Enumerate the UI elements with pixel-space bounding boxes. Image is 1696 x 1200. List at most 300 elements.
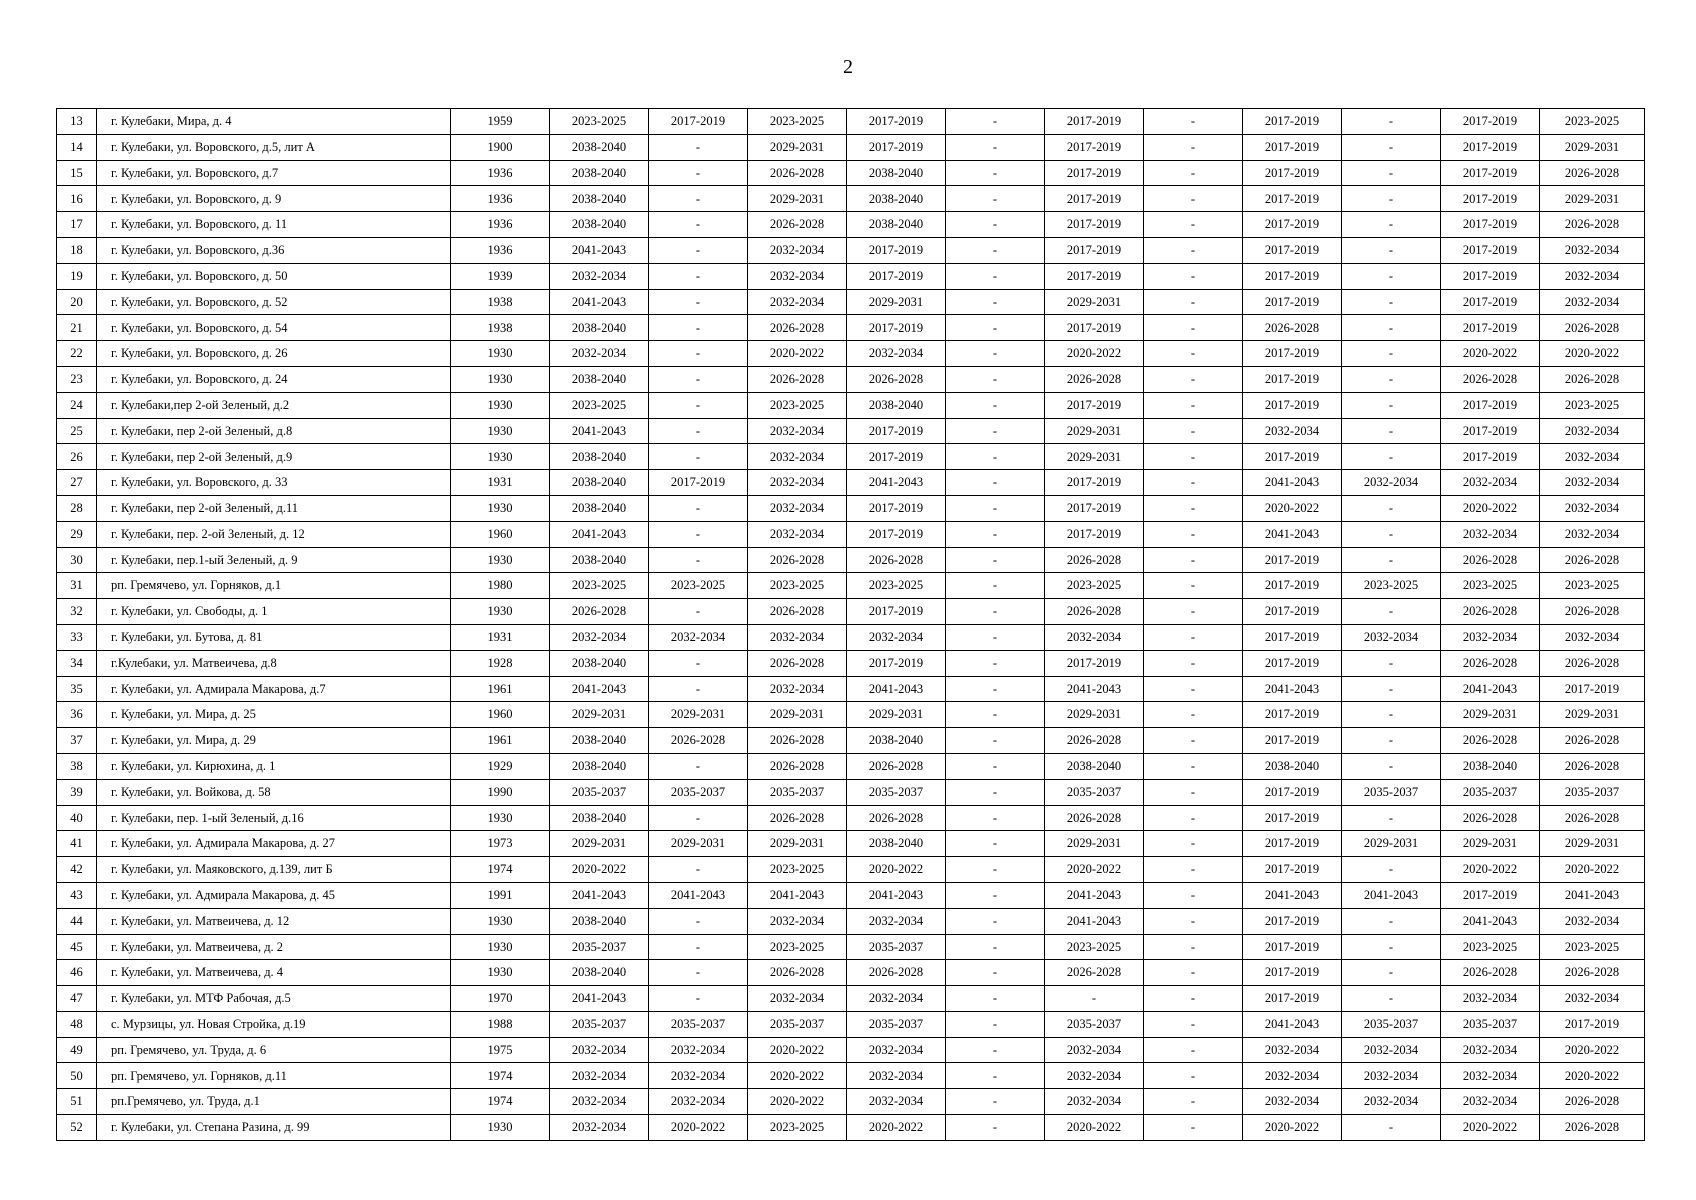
- table-row: [57, 495, 1645, 521]
- period-cell-6: 2017-2019: [1045, 237, 1144, 263]
- period-cell-7: -: [1144, 134, 1243, 160]
- period-cell-8: 2017-2019: [1243, 986, 1342, 1012]
- period-cell-11: 2026-2028: [1540, 1115, 1645, 1141]
- period-cell-3: 2026-2028: [748, 753, 847, 779]
- period-cell-11: 2026-2028: [1540, 728, 1645, 754]
- period-cell-4: 2032-2034: [847, 624, 946, 650]
- period-cell-10: 2032-2034: [1441, 986, 1540, 1012]
- period-cell-9: -: [1342, 908, 1441, 934]
- period-cell-4: 2035-2037: [847, 779, 946, 805]
- address-cell: г. Кулебаки, ул. МТФ Рабочая, д.5: [97, 986, 451, 1012]
- period-cell-11: 2020-2022: [1540, 857, 1645, 883]
- period-cell-7: -: [1144, 1089, 1243, 1115]
- period-cell-1: 2041-2043: [550, 882, 649, 908]
- year-built-cell: 1980: [451, 573, 550, 599]
- period-cell-1: 2038-2040: [550, 366, 649, 392]
- table-body: [57, 109, 1645, 1141]
- period-cell-6: 2020-2022: [1045, 857, 1144, 883]
- period-cell-5: -: [946, 857, 1045, 883]
- period-cell-8: 2038-2040: [1243, 753, 1342, 779]
- period-cell-9: -: [1342, 315, 1441, 341]
- period-cell-9: -: [1342, 109, 1441, 135]
- period-cell-1: 2029-2031: [550, 702, 649, 728]
- period-cell-10: 2032-2034: [1441, 1089, 1540, 1115]
- period-cell-11: 2032-2034: [1540, 444, 1645, 470]
- period-cell-9: -: [1342, 392, 1441, 418]
- period-cell-4: 2017-2019: [847, 444, 946, 470]
- period-cell-1: 2029-2031: [550, 831, 649, 857]
- period-cell-6: 2023-2025: [1045, 934, 1144, 960]
- period-cell-6: 2017-2019: [1045, 470, 1144, 496]
- period-cell-4: 2029-2031: [847, 289, 946, 315]
- address-cell: г. Кулебаки, ул. Адмирала Макарова, д. 27: [97, 831, 451, 857]
- address-cell: г. Кулебаки, ул. Воровского, д. 24: [97, 366, 451, 392]
- period-cell-2: -: [649, 418, 748, 444]
- period-cell-8: 2041-2043: [1243, 470, 1342, 496]
- row-number-cell: 50: [57, 1063, 97, 1089]
- table-row: [57, 857, 1645, 883]
- period-cell-2: 2026-2028: [649, 728, 748, 754]
- period-cell-5: -: [946, 960, 1045, 986]
- period-cell-9: 2032-2034: [1342, 1037, 1441, 1063]
- period-cell-2: -: [649, 676, 748, 702]
- period-cell-6: 2026-2028: [1045, 366, 1144, 392]
- period-cell-9: -: [1342, 495, 1441, 521]
- period-cell-10: 2026-2028: [1441, 366, 1540, 392]
- period-cell-10: 2026-2028: [1441, 599, 1540, 625]
- period-cell-8: 2017-2019: [1243, 289, 1342, 315]
- period-cell-3: 2032-2034: [748, 676, 847, 702]
- period-cell-2: -: [649, 444, 748, 470]
- period-cell-9: -: [1342, 263, 1441, 289]
- period-cell-8: 2017-2019: [1243, 160, 1342, 186]
- period-cell-4: 2017-2019: [847, 650, 946, 676]
- period-cell-6: 2035-2037: [1045, 1011, 1144, 1037]
- year-built-cell: 1975: [451, 1037, 550, 1063]
- period-cell-5: -: [946, 341, 1045, 367]
- period-cell-6: 2020-2022: [1045, 341, 1144, 367]
- period-cell-5: -: [946, 599, 1045, 625]
- row-number-cell: 38: [57, 753, 97, 779]
- period-cell-6: 2017-2019: [1045, 186, 1144, 212]
- period-cell-3: 2023-2025: [748, 392, 847, 418]
- table-row: [57, 237, 1645, 263]
- period-cell-9: -: [1342, 444, 1441, 470]
- period-cell-5: -: [946, 521, 1045, 547]
- period-cell-4: 2041-2043: [847, 676, 946, 702]
- period-cell-2: 2041-2043: [649, 882, 748, 908]
- row-number-cell: 41: [57, 831, 97, 857]
- period-cell-11: 2026-2028: [1540, 960, 1645, 986]
- period-cell-3: 2026-2028: [748, 805, 847, 831]
- year-built-cell: 1930: [451, 908, 550, 934]
- period-cell-10: 2023-2025: [1441, 573, 1540, 599]
- period-cell-9: -: [1342, 960, 1441, 986]
- period-cell-4: 2017-2019: [847, 134, 946, 160]
- schedule-table: [56, 108, 1645, 1141]
- period-cell-3: 2029-2031: [748, 186, 847, 212]
- period-cell-2: -: [649, 521, 748, 547]
- year-built-cell: 1939: [451, 263, 550, 289]
- period-cell-11: 2026-2028: [1540, 599, 1645, 625]
- period-cell-6: 2017-2019: [1045, 134, 1144, 160]
- period-cell-4: 2017-2019: [847, 237, 946, 263]
- period-cell-8: 2017-2019: [1243, 908, 1342, 934]
- period-cell-4: 2023-2025: [847, 573, 946, 599]
- period-cell-4: 2032-2034: [847, 908, 946, 934]
- address-cell: рп. Гремячево, ул. Труда, д. 6: [97, 1037, 451, 1063]
- period-cell-1: 2038-2040: [550, 315, 649, 341]
- period-cell-3: 2032-2034: [748, 908, 847, 934]
- row-number-cell: 30: [57, 547, 97, 573]
- period-cell-9: 2032-2034: [1342, 624, 1441, 650]
- address-cell: г. Кулебаки, ул. Воровского, д. 11: [97, 212, 451, 238]
- period-cell-7: -: [1144, 908, 1243, 934]
- period-cell-5: -: [946, 831, 1045, 857]
- period-cell-1: 2038-2040: [550, 134, 649, 160]
- table-row: [57, 444, 1645, 470]
- row-number-cell: 49: [57, 1037, 97, 1063]
- period-cell-8: 2017-2019: [1243, 109, 1342, 135]
- period-cell-9: 2035-2037: [1342, 1011, 1441, 1037]
- period-cell-7: -: [1144, 728, 1243, 754]
- period-cell-6: 2017-2019: [1045, 109, 1144, 135]
- period-cell-5: -: [946, 212, 1045, 238]
- table-row: [57, 341, 1645, 367]
- year-built-cell: 1930: [451, 960, 550, 986]
- period-cell-2: 2017-2019: [649, 470, 748, 496]
- period-cell-4: 2038-2040: [847, 728, 946, 754]
- period-cell-7: -: [1144, 779, 1243, 805]
- page-number: 2: [843, 56, 853, 78]
- period-cell-7: -: [1144, 392, 1243, 418]
- period-cell-1: 2041-2043: [550, 289, 649, 315]
- period-cell-3: 2032-2034: [748, 418, 847, 444]
- period-cell-8: 2017-2019: [1243, 237, 1342, 263]
- period-cell-1: 2038-2040: [550, 908, 649, 934]
- period-cell-9: -: [1342, 547, 1441, 573]
- period-cell-3: 2026-2028: [748, 728, 847, 754]
- period-cell-8: 2020-2022: [1243, 495, 1342, 521]
- period-cell-7: -: [1144, 366, 1243, 392]
- table-row: [57, 960, 1645, 986]
- table-row: [57, 624, 1645, 650]
- period-cell-8: 2017-2019: [1243, 650, 1342, 676]
- period-cell-9: -: [1342, 728, 1441, 754]
- address-cell: г. Кулебаки, пер. 2-ой Зеленый, д. 12: [97, 521, 451, 547]
- period-cell-5: -: [946, 624, 1045, 650]
- period-cell-2: 2029-2031: [649, 831, 748, 857]
- period-cell-11: 2023-2025: [1540, 109, 1645, 135]
- row-number-cell: 44: [57, 908, 97, 934]
- period-cell-3: 2041-2043: [748, 882, 847, 908]
- year-built-cell: 1974: [451, 857, 550, 883]
- period-cell-9: -: [1342, 676, 1441, 702]
- period-cell-3: 2032-2034: [748, 521, 847, 547]
- year-built-cell: 1938: [451, 289, 550, 315]
- address-cell: г. Кулебаки, пер.1-ый Зеленый, д. 9: [97, 547, 451, 573]
- period-cell-4: 2038-2040: [847, 392, 946, 418]
- period-cell-2: 2017-2019: [649, 109, 748, 135]
- row-number-cell: 35: [57, 676, 97, 702]
- period-cell-11: 2020-2022: [1540, 1037, 1645, 1063]
- address-cell: г. Кулебаки, ул. Воровского, д. 26: [97, 341, 451, 367]
- address-cell: г. Кулебаки, пер 2-ой Зеленый, д.9: [97, 444, 451, 470]
- period-cell-8: 2017-2019: [1243, 934, 1342, 960]
- period-cell-5: -: [946, 470, 1045, 496]
- period-cell-6: 2035-2037: [1045, 779, 1144, 805]
- address-cell: г. Кулебаки, ул. Воровского, д. 33: [97, 470, 451, 496]
- period-cell-10: 2029-2031: [1441, 831, 1540, 857]
- table-row: [57, 1115, 1645, 1141]
- period-cell-9: -: [1342, 934, 1441, 960]
- period-cell-4: 2038-2040: [847, 831, 946, 857]
- period-cell-6: 2041-2043: [1045, 882, 1144, 908]
- address-cell: г.Кулебаки, ул. Матвеичева, д.8: [97, 650, 451, 676]
- period-cell-8: 2017-2019: [1243, 805, 1342, 831]
- period-cell-8: 2041-2043: [1243, 521, 1342, 547]
- period-cell-2: -: [649, 934, 748, 960]
- period-cell-2: -: [649, 289, 748, 315]
- period-cell-10: 2032-2034: [1441, 624, 1540, 650]
- period-cell-8: 2017-2019: [1243, 573, 1342, 599]
- year-built-cell: 1930: [451, 934, 550, 960]
- period-cell-4: 2038-2040: [847, 212, 946, 238]
- period-cell-9: 2029-2031: [1342, 831, 1441, 857]
- address-cell: г. Кулебаки, пер. 1-ый Зеленый, д.16: [97, 805, 451, 831]
- period-cell-2: -: [649, 341, 748, 367]
- year-built-cell: 1936: [451, 186, 550, 212]
- year-built-cell: 1929: [451, 753, 550, 779]
- address-cell: г. Кулебаки, Мира, д. 4: [97, 109, 451, 135]
- period-cell-3: 2026-2028: [748, 650, 847, 676]
- period-cell-2: -: [649, 986, 748, 1012]
- period-cell-4: 2017-2019: [847, 263, 946, 289]
- period-cell-6: 2023-2025: [1045, 573, 1144, 599]
- period-cell-10: 2020-2022: [1441, 1115, 1540, 1141]
- period-cell-9: -: [1342, 186, 1441, 212]
- period-cell-1: 2041-2043: [550, 521, 649, 547]
- period-cell-10: 2017-2019: [1441, 418, 1540, 444]
- period-cell-4: 2032-2034: [847, 1063, 946, 1089]
- period-cell-1: 2038-2040: [550, 650, 649, 676]
- period-cell-11: 2032-2034: [1540, 289, 1645, 315]
- period-cell-6: 2029-2031: [1045, 418, 1144, 444]
- table-row: [57, 547, 1645, 573]
- period-cell-11: 2029-2031: [1540, 702, 1645, 728]
- period-cell-3: 2029-2031: [748, 831, 847, 857]
- period-cell-11: 2032-2034: [1540, 495, 1645, 521]
- year-built-cell: 1930: [451, 366, 550, 392]
- period-cell-11: 2023-2025: [1540, 573, 1645, 599]
- period-cell-6: 2017-2019: [1045, 263, 1144, 289]
- row-number-cell: 42: [57, 857, 97, 883]
- period-cell-5: -: [946, 676, 1045, 702]
- period-cell-11: 2026-2028: [1540, 212, 1645, 238]
- period-cell-11: 2017-2019: [1540, 676, 1645, 702]
- period-cell-10: 2017-2019: [1441, 882, 1540, 908]
- table-row: [57, 289, 1645, 315]
- period-cell-2: -: [649, 212, 748, 238]
- period-cell-10: 2017-2019: [1441, 212, 1540, 238]
- address-cell: г. Кулебаки, ул. Маяковского, д.139, лит Б: [97, 857, 451, 883]
- period-cell-9: -: [1342, 599, 1441, 625]
- period-cell-11: 2032-2034: [1540, 521, 1645, 547]
- period-cell-10: 2026-2028: [1441, 960, 1540, 986]
- address-cell: г. Кулебаки, ул. Адмирала Макарова, д. 45: [97, 882, 451, 908]
- period-cell-8: 2017-2019: [1243, 341, 1342, 367]
- period-cell-5: -: [946, 366, 1045, 392]
- period-cell-7: -: [1144, 289, 1243, 315]
- period-cell-2: -: [649, 160, 748, 186]
- period-cell-11: 2041-2043: [1540, 882, 1645, 908]
- period-cell-7: -: [1144, 702, 1243, 728]
- period-cell-3: 2035-2037: [748, 779, 847, 805]
- period-cell-1: 2038-2040: [550, 805, 649, 831]
- period-cell-9: 2041-2043: [1342, 882, 1441, 908]
- period-cell-10: 2035-2037: [1441, 1011, 1540, 1037]
- period-cell-8: 2032-2034: [1243, 1037, 1342, 1063]
- table-row: [57, 831, 1645, 857]
- period-cell-1: 2038-2040: [550, 547, 649, 573]
- year-built-cell: 1936: [451, 212, 550, 238]
- period-cell-8: 2020-2022: [1243, 1115, 1342, 1141]
- address-cell: г. Кулебаки,пер 2-ой Зеленый, д.2: [97, 392, 451, 418]
- address-cell: г. Кулебаки, ул. Матвеичева, д. 12: [97, 908, 451, 934]
- period-cell-11: 2035-2037: [1540, 779, 1645, 805]
- period-cell-6: 2032-2034: [1045, 624, 1144, 650]
- year-built-cell: 1960: [451, 521, 550, 547]
- period-cell-1: 2038-2040: [550, 212, 649, 238]
- period-cell-9: -: [1342, 650, 1441, 676]
- address-cell: г. Кулебаки, ул. Воровского, д. 50: [97, 263, 451, 289]
- period-cell-1: 2038-2040: [550, 186, 649, 212]
- period-cell-10: 2029-2031: [1441, 702, 1540, 728]
- period-cell-10: 2023-2025: [1441, 934, 1540, 960]
- period-cell-7: -: [1144, 882, 1243, 908]
- period-cell-2: -: [649, 857, 748, 883]
- year-built-cell: 1936: [451, 237, 550, 263]
- year-built-cell: 1900: [451, 134, 550, 160]
- period-cell-4: 2017-2019: [847, 109, 946, 135]
- period-cell-2: -: [649, 315, 748, 341]
- row-number-cell: 19: [57, 263, 97, 289]
- period-cell-3: 2026-2028: [748, 960, 847, 986]
- period-cell-5: -: [946, 908, 1045, 934]
- period-cell-6: 2041-2043: [1045, 908, 1144, 934]
- row-number-cell: 23: [57, 366, 97, 392]
- period-cell-7: -: [1144, 1037, 1243, 1063]
- period-cell-4: 2026-2028: [847, 805, 946, 831]
- period-cell-6: 2017-2019: [1045, 392, 1144, 418]
- period-cell-10: 2017-2019: [1441, 109, 1540, 135]
- period-cell-10: 2020-2022: [1441, 857, 1540, 883]
- period-cell-3: 2020-2022: [748, 1063, 847, 1089]
- period-cell-1: 2035-2037: [550, 1011, 649, 1037]
- row-number-cell: 33: [57, 624, 97, 650]
- period-cell-10: 2017-2019: [1441, 186, 1540, 212]
- period-cell-4: 2041-2043: [847, 882, 946, 908]
- period-cell-10: 2017-2019: [1441, 160, 1540, 186]
- period-cell-5: -: [946, 573, 1045, 599]
- period-cell-11: 2032-2034: [1540, 986, 1645, 1012]
- period-cell-11: 2026-2028: [1540, 650, 1645, 676]
- period-cell-7: -: [1144, 753, 1243, 779]
- period-cell-9: -: [1342, 366, 1441, 392]
- table-row: [57, 934, 1645, 960]
- year-built-cell: 1959: [451, 109, 550, 135]
- year-built-cell: 1931: [451, 624, 550, 650]
- address-cell: рп.Гремячево, ул. Труда, д.1: [97, 1089, 451, 1115]
- period-cell-5: -: [946, 134, 1045, 160]
- period-cell-3: 2032-2034: [748, 263, 847, 289]
- table-row: [57, 418, 1645, 444]
- period-cell-6: 2041-2043: [1045, 676, 1144, 702]
- period-cell-8: 2032-2034: [1243, 1089, 1342, 1115]
- period-cell-10: 2017-2019: [1441, 392, 1540, 418]
- period-cell-2: 2032-2034: [649, 624, 748, 650]
- period-cell-11: 2023-2025: [1540, 392, 1645, 418]
- period-cell-11: 2032-2034: [1540, 263, 1645, 289]
- table-row: [57, 573, 1645, 599]
- address-cell: г. Кулебаки, ул. Мира, д. 25: [97, 702, 451, 728]
- year-built-cell: 1938: [451, 315, 550, 341]
- year-built-cell: 1930: [451, 392, 550, 418]
- period-cell-2: -: [649, 392, 748, 418]
- period-cell-6: 2032-2034: [1045, 1063, 1144, 1089]
- period-cell-11: 2026-2028: [1540, 160, 1645, 186]
- period-cell-3: 2029-2031: [748, 702, 847, 728]
- address-cell: г. Кулебаки, ул. Адмирала Макарова, д.7: [97, 676, 451, 702]
- period-cell-5: -: [946, 728, 1045, 754]
- table-row: [57, 366, 1645, 392]
- period-cell-10: 2041-2043: [1441, 908, 1540, 934]
- period-cell-9: 2032-2034: [1342, 1089, 1441, 1115]
- row-number-cell: 29: [57, 521, 97, 547]
- address-cell: г. Кулебаки, ул. Свободы, д. 1: [97, 599, 451, 625]
- period-cell-2: -: [649, 599, 748, 625]
- period-cell-8: 2017-2019: [1243, 857, 1342, 883]
- period-cell-9: -: [1342, 418, 1441, 444]
- period-cell-2: -: [649, 908, 748, 934]
- period-cell-4: 2038-2040: [847, 160, 946, 186]
- period-cell-9: -: [1342, 753, 1441, 779]
- period-cell-2: -: [649, 263, 748, 289]
- year-built-cell: 1974: [451, 1063, 550, 1089]
- period-cell-6: 2026-2028: [1045, 805, 1144, 831]
- period-cell-3: 2020-2022: [748, 1089, 847, 1115]
- period-cell-6: 2029-2031: [1045, 444, 1144, 470]
- period-cell-4: 2035-2037: [847, 934, 946, 960]
- row-number-cell: 48: [57, 1011, 97, 1037]
- table-row: [57, 160, 1645, 186]
- row-number-cell: 31: [57, 573, 97, 599]
- period-cell-9: -: [1342, 289, 1441, 315]
- period-cell-2: 2035-2037: [649, 779, 748, 805]
- period-cell-8: 2032-2034: [1243, 1063, 1342, 1089]
- period-cell-4: 2032-2034: [847, 1089, 946, 1115]
- period-cell-3: 2032-2034: [748, 624, 847, 650]
- table-row: [57, 805, 1645, 831]
- period-cell-2: -: [649, 237, 748, 263]
- row-number-cell: 47: [57, 986, 97, 1012]
- period-cell-5: -: [946, 418, 1045, 444]
- address-cell: г. Кулебаки, ул. Воровского, д. 52: [97, 289, 451, 315]
- year-built-cell: 1960: [451, 702, 550, 728]
- period-cell-11: 2026-2028: [1540, 753, 1645, 779]
- period-cell-10: 2032-2034: [1441, 1037, 1540, 1063]
- period-cell-9: -: [1342, 160, 1441, 186]
